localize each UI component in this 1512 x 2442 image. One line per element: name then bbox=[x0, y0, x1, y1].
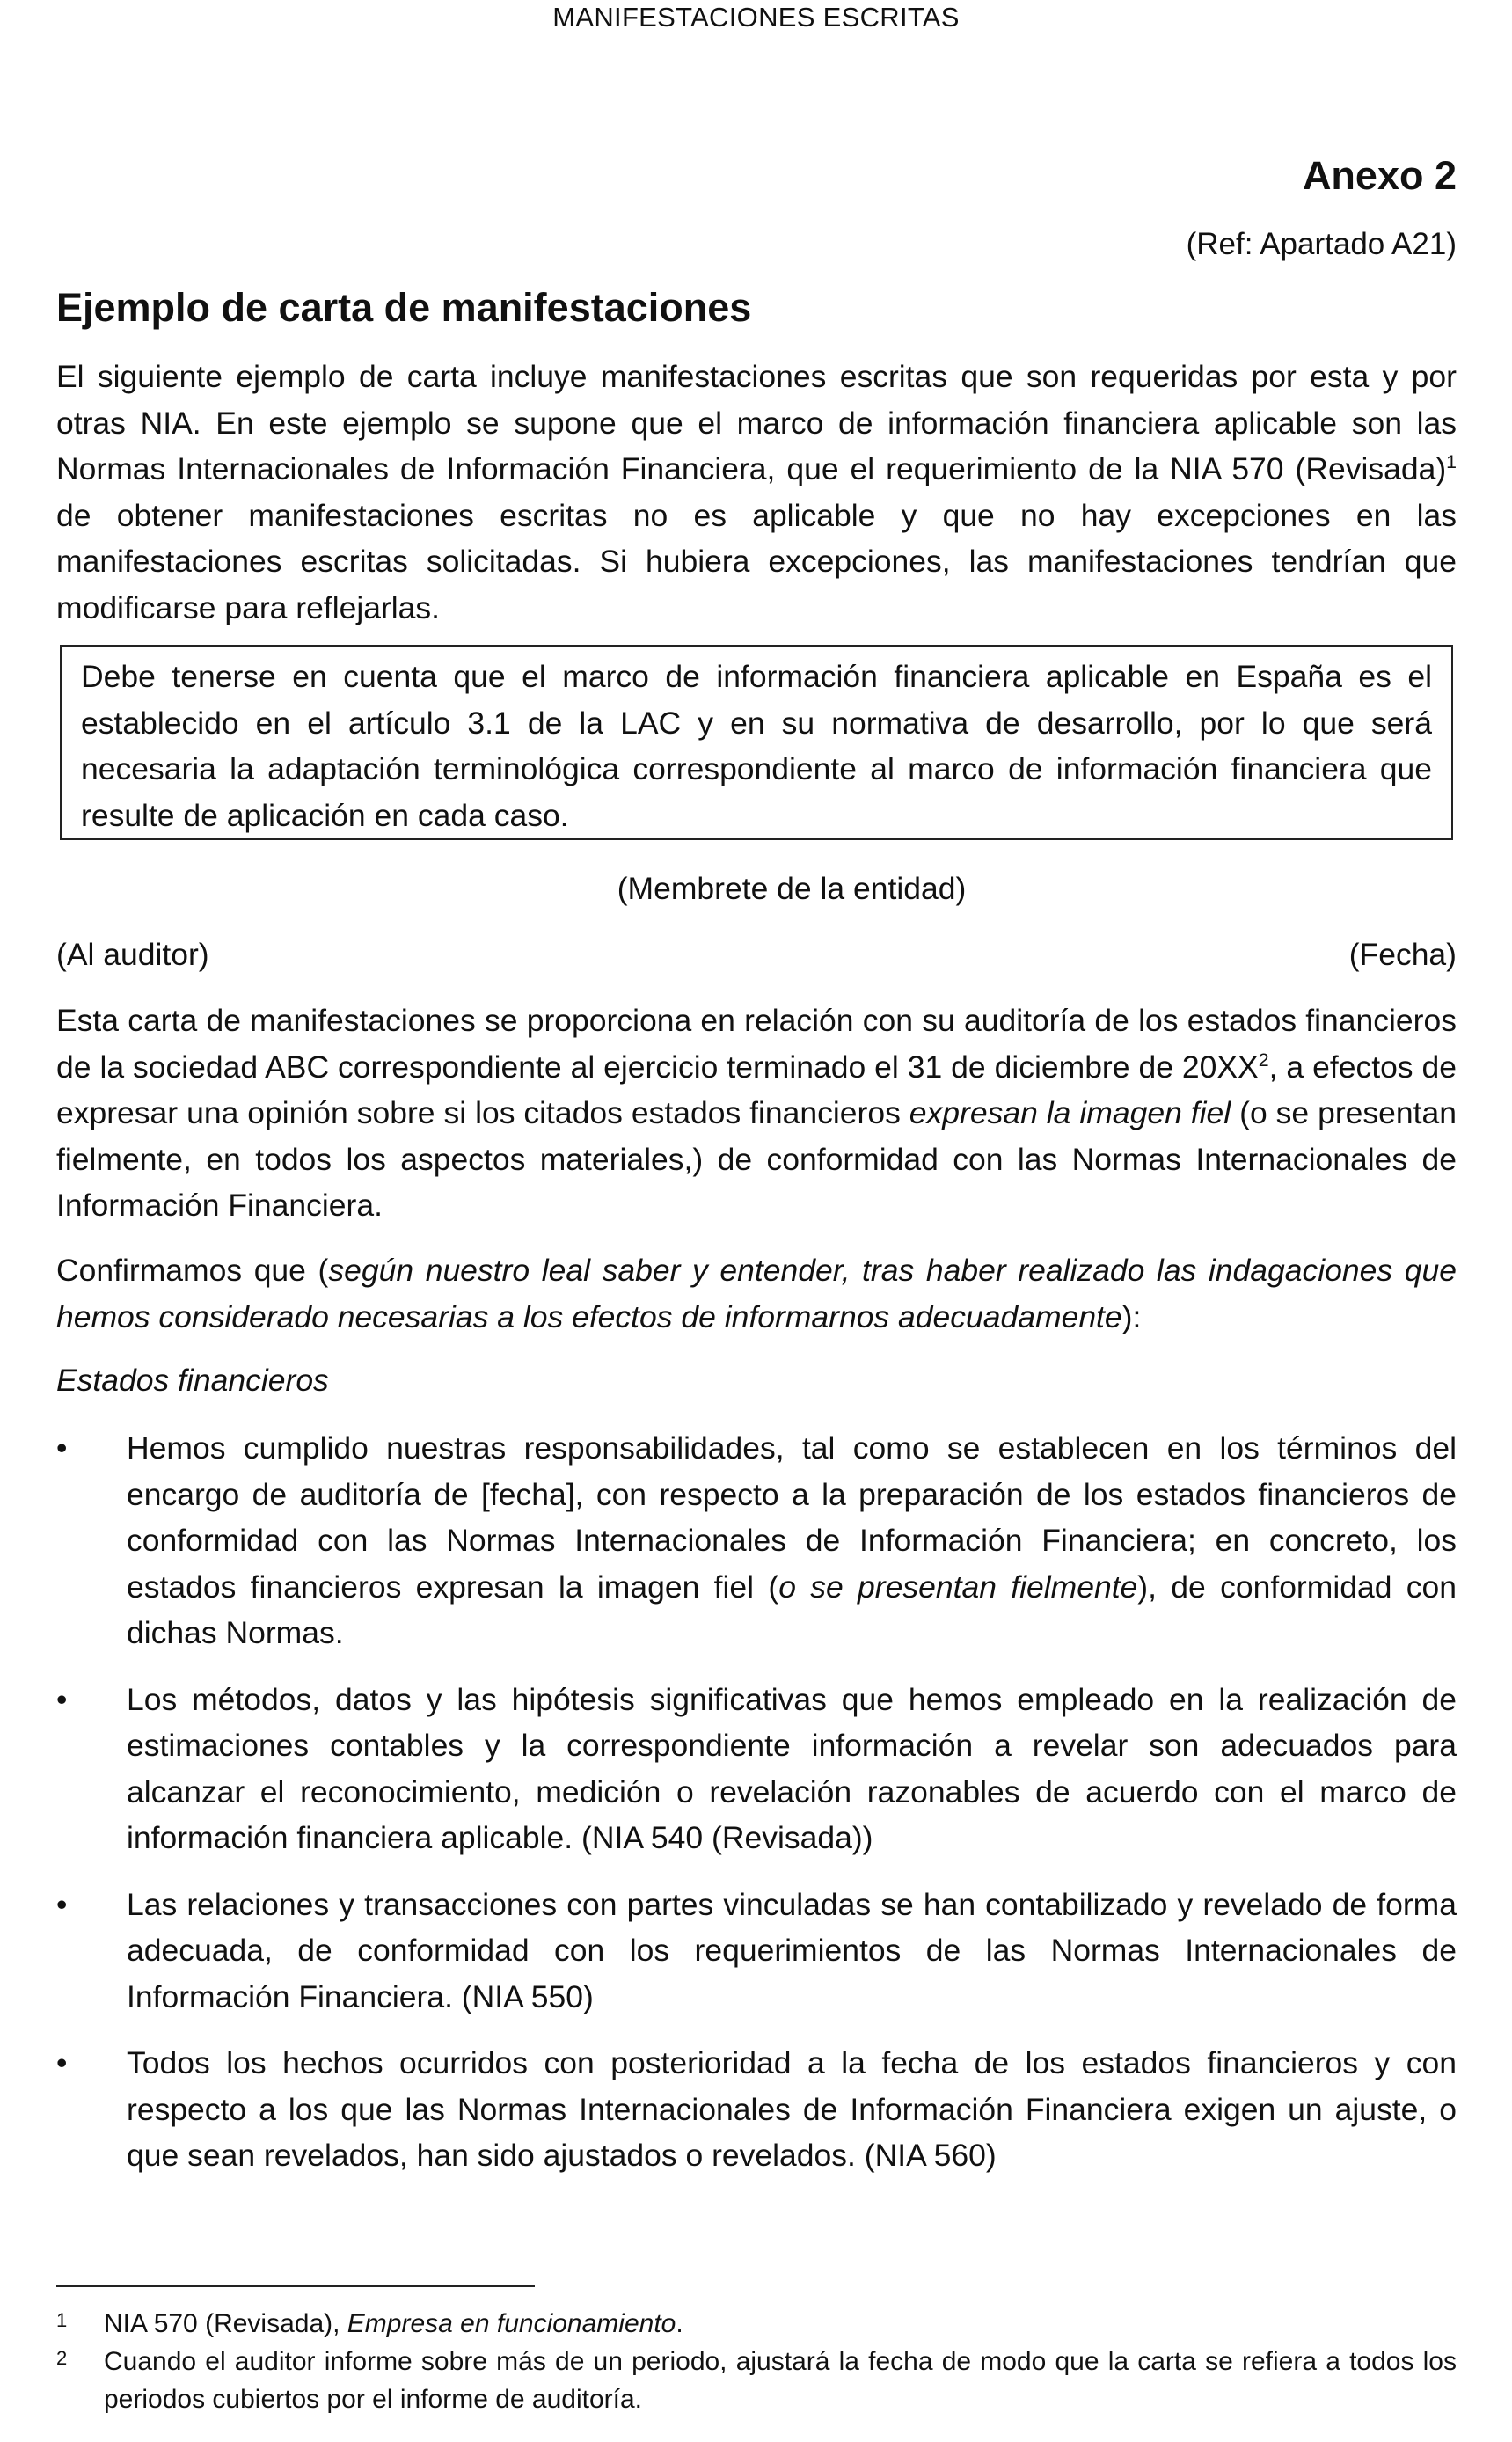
note-box bbox=[60, 645, 1453, 840]
paragraph-1-text-a: Esta carta de manifestaciones se proporciona en relación con su auditoría de los estados financieros de la sociedad ABC correspondiente al ejercicio terminado el 31 de diciembre de 20XX bbox=[56, 1003, 1457, 1085]
list-item-text-a: Hemos cumplido nuestras responsabilidades, tal como se establecen en los términos del encargo de auditoría de [fecha], con respecto a la preparación de los estados financieros de conformidad con las Normas Internacionales de Información Financiera; en concreto, los estados financieros expresan la imagen fiel ( bbox=[127, 1430, 1457, 1605]
footnote-marker: 1 bbox=[56, 2309, 68, 2331]
list-item-text bbox=[127, 2040, 1457, 2179]
paragraph-1-text-b: , a efectos de expresar una opinión sobre si los citados estados financieros bbox=[56, 1049, 1457, 1130]
footnote-ref-2[interactable]: 2 bbox=[1258, 1049, 1269, 1071]
intro-text-end: de obtener manifestaciones escritas no es aplicable y que no hay excepciones en las manifestaciones escritas solicitadas. Si hubiera excepciones, las manifestaciones tendrían que modificarse para reflejarlas. bbox=[56, 497, 1457, 625]
footnote-2 bbox=[56, 2343, 1457, 2418]
list-item-text bbox=[127, 1677, 1457, 1861]
list-item-text-a: Los métodos, datos y las hipótesis significativas que hemos empleado en la realización de estimaciones contables y la correspondiente información a revelar son adecuados para alcanzar el reconocimiento, medición o revelación razonables de acuerdo con el marco de información financiera aplicable. (NIA 540 (Revisada)) bbox=[127, 1681, 1457, 1855]
annex-title: Anexo 2 bbox=[1302, 153, 1457, 198]
footnote-text-a: NIA 570 (Revisada), bbox=[104, 2309, 347, 2338]
list-item-text-b: ), de conformidad con dichas Normas. bbox=[127, 1568, 1457, 1650]
footnote-text-b: . bbox=[676, 2309, 683, 2338]
list-item-italic: o se presentan fielmente bbox=[778, 1568, 1138, 1605]
paragraph-1-text-c: (o se presentan fielmente, en todos los aspectos materiales,) de conformidad con las Normas Internacionales de Información Financiera. bbox=[56, 1095, 1457, 1223]
letter-paragraph-1 bbox=[56, 998, 1457, 1229]
footnote-divider bbox=[56, 2285, 535, 2287]
intro-text-start: El siguiente ejemplo de carta incluye manifestaciones escritas que son requeridas por esta y por otras NIA. En este ejemplo se supone que el marco de información financiera aplicable son las Normas Internacionales de Información Financiera, que el requerimiento de la NIA 570 (Revisada) bbox=[56, 359, 1457, 486]
document-title: Ejemplo de carta de manifestaciones bbox=[56, 285, 752, 330]
list-item bbox=[56, 1425, 1457, 1656]
footnote-italic: Empresa en funcionamiento bbox=[347, 2309, 676, 2338]
bullet-icon: • bbox=[56, 1681, 68, 1717]
intro-paragraph bbox=[56, 354, 1457, 631]
bullet-icon: • bbox=[56, 1430, 68, 1466]
section-heading: Estados financieros bbox=[56, 1363, 329, 1398]
running-header: MANIFESTACIONES ESCRITAS bbox=[552, 2, 960, 33]
list-item-text bbox=[127, 1882, 1457, 2021]
list-item-text-a: Las relaciones y transacciones con partes vinculadas se han contabilizado y revelado de forma adecuada, de conformidad con los requerimientos de las Normas Internacionales de Información Financiera. (NIA 550) bbox=[127, 1886, 1457, 2014]
note-box-text: Debe tenerse en cuenta que el marco de información financiera aplicable en España es el establecido en el artículo 3.1 de la LAC y en su normativa de desarrollo, por lo que será necesaria la adaptación terminológica correspondiente al marco de información financiera que resulte de aplicación en cada caso. bbox=[81, 659, 1432, 833]
list-item bbox=[56, 1677, 1457, 1861]
date-placeholder: (Fecha) bbox=[1348, 937, 1457, 972]
bullet-icon: • bbox=[56, 2045, 68, 2080]
representations-list bbox=[56, 1425, 1457, 2179]
list-item bbox=[56, 2040, 1457, 2179]
paragraph-2-italic: según nuestro leal saber y entender, tras haber realizado las indagaciones que hemos considerado necesarias a los efectos de informarnos adecuadamente bbox=[56, 1253, 1457, 1334]
annex-reference: (Ref: Apartado A21) bbox=[1186, 227, 1457, 261]
footnote-text-a: Cuando el auditor informe sobre más de un periodo, ajustará la fecha de modo que la carta se refiera a todos los periodos cubiertos por el informe de auditoría. bbox=[104, 2347, 1457, 2414]
paragraph-1-italic: expresan la imagen fiel bbox=[909, 1095, 1231, 1130]
footnote-1 bbox=[56, 2305, 1457, 2343]
letter-paragraph-2 bbox=[56, 1247, 1457, 1340]
paragraph-2-text-b: ): bbox=[1121, 1298, 1142, 1334]
letterhead-placeholder: (Membrete de la entidad) bbox=[617, 871, 967, 906]
list-item-text bbox=[127, 1425, 1457, 1656]
list-item bbox=[56, 1882, 1457, 2021]
paragraph-2-text-a: Confirmamos que ( bbox=[56, 1253, 329, 1288]
list-item-text-a: Todos los hechos ocurridos con posterioridad a la fecha de los estados financieros y con respecto a los que las Normas Internacionales de Información Financiera exigen un ajuste, o que sean revelados, han sido ajustados o revelados. (NIA 560) bbox=[127, 2045, 1457, 2173]
bullet-icon: • bbox=[56, 1886, 68, 1922]
footnote-ref-1[interactable]: 1 bbox=[1446, 451, 1457, 473]
footnotes bbox=[56, 2305, 1457, 2418]
footnote-marker: 2 bbox=[56, 2347, 68, 2369]
addressee-placeholder: (Al auditor) bbox=[56, 937, 209, 972]
